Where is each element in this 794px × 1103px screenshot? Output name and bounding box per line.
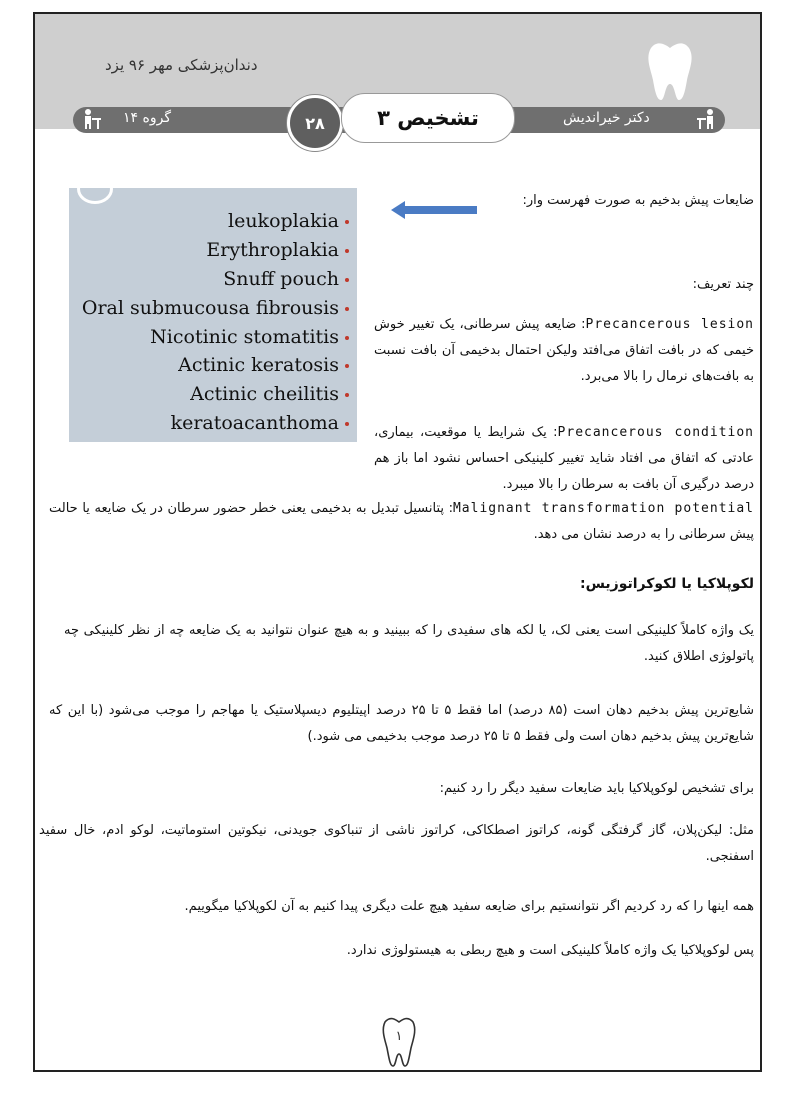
- decorative-arc: [77, 174, 113, 204]
- paragraph: برای تشخیص لوکوپلاکیا باید ضایعات سفید دیگر را رد کنیم:: [439, 781, 754, 796]
- bullet-icon: [345, 307, 349, 311]
- paragraph: یک واژه کاملاً کلینیکی است یعنی لک، یا لکه های سفیدی را که ببینید و به هیچ عنوان نتوانید به یک ضایعه چه از نظر کلینیکی چه پاتولوژی اطلاق کنید.: [64, 623, 754, 664]
- term: Precancerous condition: [557, 425, 754, 440]
- paragraph: همه اینها را که رد کردیم اگر نتوانستیم برای ضایعه سفید هیچ علت دیگری پیدا کنیم به آن لکوپلاکیا میگوییم.: [184, 899, 754, 914]
- paragraph: پس لوکوپلاکیا یک واژه کاملاً کلینیکی است و هیچ ربطی به هیستولوژی ندارد.: [346, 943, 754, 958]
- page-number: ۱: [395, 1029, 403, 1044]
- list-item: Snuff pouch: [223, 268, 349, 290]
- intro-text: ضایعات پیش بدخیم به صورت فهرست وار:: [522, 193, 754, 208]
- page-frame: [33, 12, 762, 1072]
- list-item: Erythroplakia: [206, 239, 349, 261]
- person-at-desk-icon: [695, 108, 717, 130]
- bullet-icon: [345, 278, 349, 282]
- term: Precancerous lesion: [585, 317, 754, 332]
- bullet-icon: [345, 364, 349, 368]
- definition-malignant-transformation: Malignant transformation potential: پتانسیل تبدیل به بدخیمی یعنی خطر حضور سرطان در یک ضایعه یا حالت پیش سرطانی را به درصد نشان می دهد.: [49, 501, 754, 542]
- tooth-outline-icon: [381, 1016, 417, 1068]
- list-item: leukoplakia: [228, 210, 349, 232]
- section-heading: لکوپلاکیا یا لکوکراتوزیس:: [579, 576, 754, 592]
- definitions-title: چند تعریف:: [692, 277, 754, 292]
- person-at-desk-icon: [81, 108, 103, 130]
- list-item: keratoacanthoma: [171, 412, 349, 434]
- tooth-icon: [645, 40, 695, 102]
- definition-precancerous-lesion: Precancerous lesion: ضایعه پیش سرطانی، یک تغییر خوش خیمی که در بافت اتفاق می‌افتد ولیکن احتمال بدخیمی آن بافت نسبت به بافت‌های نرمال را بالا می‌برد.: [374, 317, 754, 384]
- bullet-icon: [345, 393, 349, 397]
- lecturer-name: دکتر خیراندیش: [563, 110, 650, 126]
- group-label: گروه ۱۴: [123, 110, 171, 126]
- paragraph: شایع‌ترین پیش بدخیم دهان است (۸۵ درصد) اما فقط ۵ تا ۲۵ درصد اپیتلیوم دیسپلاستیک یا مهاجم را موجب می‌شود (با این که شایع‌ترین پیش بدخیم دهان است ولی فقط ۵ تا ۲۵ درصد موجب بدخیمی می شود.): [49, 703, 754, 744]
- bullet-icon: [345, 336, 349, 340]
- definition-precancerous-condition: Precancerous condition: یک شرایط یا موقعیت، بیماری، عادتی که اتفاق می افتاد شاید تغییر کلینیکی احساس نشود اما باز هم درصد درگیری آن بافت به سرطان را بالا میبرد.: [374, 425, 754, 492]
- list-item: Actinic keratosis: [178, 354, 349, 376]
- course-name: دندان‌پزشکی مهر ۹۶ یزد: [105, 56, 258, 74]
- list-item: Actinic cheilitis: [190, 383, 349, 405]
- term: Malignant transformation potential: [452, 501, 754, 516]
- bullet-icon: [345, 249, 349, 253]
- page-title: تشخیص ۳: [341, 93, 515, 143]
- session-number: ۲۸: [287, 95, 343, 151]
- precancerous-list-box: [69, 188, 357, 442]
- paragraph: مثل: لیکن‌پلان، گاز گرفتگی گونه، کراتوز اصطکاکی، کراتوز ناشی از تنباکوی جویدنی، نیکوتین استوماتیت، لوکو ادم، خال سفید اسفنجی.: [39, 823, 754, 864]
- bullet-icon: [345, 422, 349, 426]
- list-item: Nicotinic stomatitis: [150, 326, 349, 348]
- list-item: Oral submucousa fibrousis: [82, 297, 349, 319]
- bullet-icon: [345, 220, 349, 224]
